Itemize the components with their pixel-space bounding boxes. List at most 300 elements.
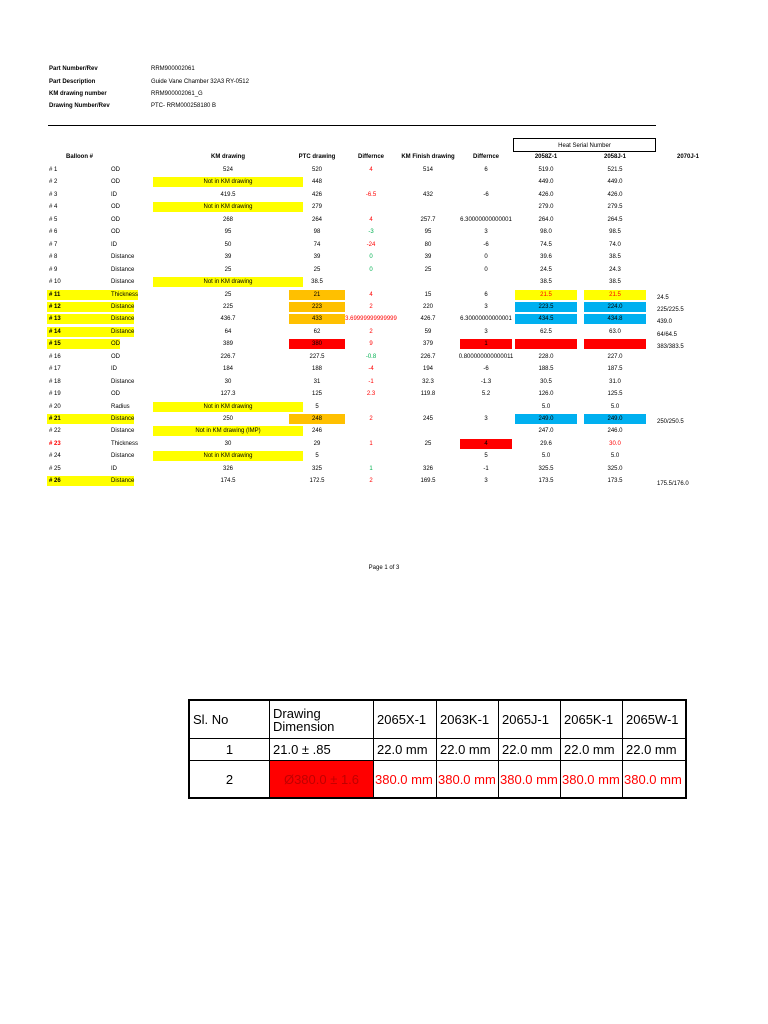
cell-feature: Thickness [111,291,139,298]
summary-r2-s1: 380.0 mm [374,761,437,797]
cell-serial-2: 380.0 [584,339,646,349]
cell-ptc-drawing: 98 [313,229,321,236]
cell-km-finish: 25 [424,266,432,273]
cell-difference-2: 5.2 [481,391,491,398]
cell-feature: Distance [111,254,135,261]
cell-difference-2: 3 [484,328,488,335]
cell-serial-1: 249.0 [515,414,577,424]
cell-ptc-drawing: 433 [289,314,345,324]
cell-serial-2: 173.5 [607,478,623,485]
cell-km-drawing: Not in KM drawing [153,451,303,461]
cell-balloon: # 3 [49,191,58,198]
cell-feature: Distance [111,316,135,323]
cell-ptc-drawing: 25 [313,266,321,273]
cell-feature: Distance [111,416,135,422]
cell-balloon: # 7 [49,241,58,248]
cell-km-finish: 169.5 [420,478,436,485]
cell-difference-2: 6.30000000000001 [460,316,512,323]
cell-ptc-drawing: 448 [311,179,322,186]
cell-ptc-drawing: 380 [289,339,345,349]
cell-feature: ID [111,241,117,248]
cell-feature: Thickness [111,440,139,447]
cell-feature: Radius [111,403,130,410]
summary-r2-s3: 380.0 mm [499,761,561,797]
cell-difference-1: 4 [369,216,373,223]
cell-balloon: # 24 [49,453,61,460]
part-description-value: Guide Vane Chamber 32A3 RY-0512 [151,79,249,85]
cell-balloon: # 20 [49,403,61,410]
km-drawing-number-value: RRM900002061_G [151,91,203,97]
cell-serial-2: 31.0 [609,378,621,385]
summary-header-s5: 2065W-1 [623,701,685,739]
cell-km-finish: 220 [422,303,433,310]
summary-r1-s4: 22.0 mm [561,739,623,761]
cell-serial-1: 38.5 [540,279,552,286]
summary-r1-s3: 22.0 mm [499,739,561,761]
cell-difference-2 [458,177,514,187]
cell-difference-1: 4 [369,291,373,298]
cell-difference-2: 0 [484,254,488,261]
cell-difference-2: 1 [460,339,512,349]
cell-km-drawing: 226.7 [220,353,236,360]
cell-feature: Distance [111,266,135,273]
cell-difference-2: 3 [484,229,488,236]
cell-serial-1: 247.0 [538,428,554,435]
cell-balloon: # 15 [47,339,113,349]
summary-r1-dimension: 21.0 ± .85 [270,739,374,761]
cell-difference-2 [458,426,514,436]
cell-difference-1 [343,202,399,212]
part-number-value: RRM900002061 [151,66,195,72]
cell-difference-2 [458,277,514,287]
cell-serial-1: 264.0 [538,216,554,223]
cell-difference-2: 3 [484,416,488,422]
cell-difference-2: 5 [484,453,488,460]
cell-km-finish [399,402,457,412]
cell-serial-3 [657,230,717,240]
cell-km-drawing: 95 [224,229,232,236]
cell-km-finish: 194 [422,366,433,373]
cell-km-drawing: 389 [222,341,233,348]
cell-balloon: # 8 [49,254,58,261]
cell-km-drawing: 326 [222,465,233,472]
page-label: Page 1 of 3 [368,565,400,571]
cell-serial-1: 380.5 [515,339,577,349]
cell-serial-3: 225/225.5 [657,306,684,313]
cell-serial-1: 325.5 [538,465,554,472]
cell-difference-2: 4 [460,439,512,449]
cell-serial-2: 21.5 [584,290,646,300]
cell-serial-2: 264.5 [607,216,623,223]
cell-km-drawing: 64 [224,328,232,335]
cell-difference-1: 3.69999999999999 [345,316,397,323]
cell-difference-2: -6 [483,366,489,373]
cell-serial-2: 98.5 [609,229,621,236]
cell-serial-2: 521.5 [607,167,623,173]
cell-km-finish: 25 [424,440,432,447]
cell-serial-1: 62.5 [540,328,552,335]
cell-serial-2: 279.5 [607,204,623,211]
cell-ptc-drawing: 426 [311,191,322,198]
cell-balloon: # 13 [47,314,113,324]
cell-km-drawing: 25 [224,291,232,298]
cell-difference-1: 1 [369,440,373,447]
cell-ptc-drawing: 38.5 [311,279,323,286]
cell-serial-3 [657,392,717,402]
cell-km-drawing: Not in KM drawing [153,202,303,212]
cell-km-finish: 432 [422,191,433,198]
cell-ptc-drawing: 264 [311,216,322,223]
cell-ptc-drawing: 223 [289,302,345,312]
cell-feature: ID [111,465,117,472]
cell-serial-1: 29.6 [540,440,552,447]
cell-km-drawing: 184 [222,366,233,373]
cell-ptc-drawing: 125 [311,391,322,398]
cell-km-finish: 119.8 [420,391,436,398]
summary-r2-dimension: Ø380.0 ± 1.6 [270,761,374,797]
cell-balloon: # 26 [47,476,113,486]
cell-ptc-drawing: 246 [311,428,322,435]
cell-serial-1: 188.5 [538,366,554,373]
cell-km-drawing: 250 [222,416,233,422]
summary-r1-slno: 1 [190,739,270,761]
cell-serial-3 [657,454,717,464]
cell-km-finish: 15 [424,291,432,298]
cell-serial-1: 173.5 [538,478,554,485]
cell-km-drawing: 30 [224,440,232,447]
cell-km-drawing: 436.7 [220,316,236,323]
cell-balloon: # 1 [49,167,58,173]
cell-feature: OD [111,353,120,360]
cell-balloon: # 19 [49,391,61,398]
summary-r1-s5: 22.0 mm [623,739,685,761]
cell-difference-2: 6.30000000000001 [460,216,512,223]
cell-difference-1: 2 [369,478,373,485]
cell-serial-2: 63.0 [609,328,621,335]
cell-balloon: # 9 [49,266,58,273]
summary-r2-s5: 380.0 mm [624,771,682,787]
cell-serial-3 [657,243,717,253]
cell-km-drawing: Not in KM drawing [153,277,303,287]
cell-difference-1: 9 [369,341,373,348]
cell-balloon: # 21 [47,414,113,424]
cell-difference-2: 3 [484,303,488,310]
cell-difference-1: -3 [368,229,374,236]
col-serial-3: 2070J-1 [676,154,700,160]
cell-serial-2: 187.5 [607,366,623,373]
km-drawing-number-label: KM drawing number [49,91,107,97]
cell-serial-1: 74.5 [540,241,552,248]
cell-ptc-drawing: 5 [315,403,319,410]
part-description-label: Part Description [49,79,96,85]
cell-difference-1 [343,177,399,187]
cell-difference-1: 4 [369,167,373,173]
cell-km-finish: 326 [422,465,433,472]
cell-serial-3 [657,442,717,452]
summary-table [188,699,687,799]
cell-serial-2: 24.3 [609,266,621,273]
cell-balloon: # 14 [47,327,113,337]
cell-serial-2: 434.8 [584,314,646,324]
cell-serial-1: 24.5 [540,266,552,273]
cell-serial-1: 426.0 [538,191,554,198]
summary-r2-slno: 2 [190,761,270,797]
cell-km-drawing: 50 [224,241,232,248]
cell-serial-2: 249.0 [584,414,646,424]
cell-serial-3 [657,268,717,278]
cell-km-finish: 379 [422,341,433,348]
cell-difference-1: 1 [369,465,373,472]
cell-balloon: # 10 [49,279,61,286]
cell-difference-2: 0 [484,266,488,273]
cell-difference-1: 0 [369,266,373,273]
cell-feature: OD [111,229,120,236]
cell-serial-2: 325.0 [607,465,623,472]
cell-km-finish [399,202,457,212]
cell-difference-1 [343,451,399,461]
cell-serial-3 [657,355,717,365]
cell-difference-1 [343,426,399,436]
cell-serial-3 [657,205,717,215]
cell-difference-1: -1 [368,378,374,385]
cell-balloon: # 6 [49,229,58,236]
cell-km-finish [399,177,457,187]
cell-serial-3 [657,429,717,439]
cell-ptc-drawing: 188 [311,366,322,373]
cell-feature: OD [111,391,120,398]
cell-difference-2: -1 [483,465,489,472]
drawing-number-label: Drawing Number/Rev [49,103,110,109]
cell-balloon: # 12 [47,302,113,312]
cell-ptc-drawing: 172.5 [309,478,325,485]
col-balloon: Balloon # [66,154,94,160]
cell-serial-1: 21.5 [515,290,577,300]
cell-serial-2: 246.0 [607,428,623,435]
cell-serial-2: 125.5 [607,391,623,398]
summary-header-dimension: Drawing Dimension [270,701,374,739]
cell-serial-2: 227.0 [607,353,623,360]
summary-header-s4: 2065K-1 [561,701,623,739]
cell-difference-2: 3 [484,478,488,485]
cell-feature: Distance [111,378,135,385]
cell-feature: Distance [111,453,135,460]
cell-balloon: # 22 [49,428,61,435]
cell-difference-1: -6.5 [365,191,377,198]
cell-serial-3 [657,218,717,228]
cell-serial-1: 39.6 [540,254,552,261]
cell-serial-2: 426.0 [607,191,623,198]
col-km-drawing: KM drawing [211,154,245,160]
cell-ptc-drawing: 29 [313,440,321,447]
cell-difference-2 [458,202,514,212]
cell-difference-1: 2 [369,303,373,310]
cell-km-finish: 80 [424,241,432,248]
cell-serial-3 [657,255,717,265]
cell-feature: Distance [111,303,135,310]
cell-km-drawing: Not in KM drawing [153,402,303,412]
cell-km-drawing: 268 [222,216,233,223]
col-serial-1: 2058Z-1 [534,154,558,160]
cell-balloon: # 11 [47,290,113,300]
drawing-number-value: PTC- RRM000258180 B [151,103,217,109]
cell-serial-1: 98.0 [540,229,552,236]
cell-serial-1: 5.0 [541,453,551,460]
cell-feature: OD [111,216,120,223]
cell-serial-3 [657,280,717,290]
cell-balloon: # 16 [49,353,61,360]
cell-difference-1: -0.8 [365,353,377,360]
cell-balloon: # 2 [49,179,58,186]
cell-serial-3: 64/64.5 [657,331,678,338]
cell-serial-3: 175.5/176.0 [657,481,689,488]
cell-km-finish: 245 [422,416,433,422]
col-ptc-drawing: PTC drawing [298,154,336,160]
cell-serial-2: 38.5 [609,254,621,261]
cell-serial-1: 434.5 [515,314,577,324]
cell-km-drawing: 419.5 [220,191,236,198]
cell-km-drawing: 174.5 [220,478,236,485]
cell-difference-1: -4 [368,366,374,373]
cell-km-drawing: 30 [224,378,232,385]
summary-header-s2: 2063K-1 [437,701,499,739]
cell-ptc-drawing: 31 [313,378,321,385]
cell-serial-1: 449.0 [538,179,554,186]
cell-km-drawing: Not in KM drawing [153,177,303,187]
cell-difference-2: -6 [483,191,489,198]
cell-km-drawing: Not in KM drawing (IMP) [153,426,303,436]
cell-ptc-drawing: 5 [315,453,319,460]
summary-header-s3: 2065J-1 [499,701,561,739]
cell-serial-2: 74.0 [609,241,621,248]
cell-serial-3: 383/383.5 [657,344,684,351]
col-difference-1: Differnce [357,154,384,160]
cell-ptc-drawing: 520 [311,167,322,173]
cell-km-drawing: 127.3 [220,391,236,398]
cell-km-finish: 226.7 [420,353,436,360]
cell-ptc-drawing: 325 [311,465,322,472]
cell-balloon: # 5 [49,216,58,223]
cell-difference-2: 0.800000000000011 [458,353,514,360]
cell-km-finish: 95 [424,229,432,236]
cell-feature: OD [111,179,120,186]
cell-serial-1: 228.0 [538,353,554,360]
cell-ptc-drawing: 279 [311,204,322,211]
col-serial-2: 2058J-1 [603,154,627,160]
cell-serial-3 [657,405,717,415]
cell-balloon: # 23 [49,440,61,447]
summary-header-s1: 2065X-1 [374,701,437,739]
cell-serial-1: 279.0 [538,204,554,211]
cell-difference-1 [343,277,399,287]
part-number-label: Part Number/Rev [49,66,98,72]
cell-serial-1: 30.5 [540,378,552,385]
cell-ptc-drawing: 62 [313,328,321,335]
cell-serial-3 [657,180,717,190]
cell-serial-2: 38.5 [609,279,621,286]
cell-feature: OD [111,204,120,211]
cell-ptc-drawing: 21 [289,290,345,300]
summary-r1-s2: 22.0 mm [437,739,499,761]
heat-serial-header: Heat Serial Number [513,138,656,152]
header-divider [48,125,656,126]
col-km-finish: KM Finish drawing [401,154,455,160]
cell-balloon: # 4 [49,204,58,211]
cell-serial-2: 449.0 [607,179,623,186]
cell-feature: OD [111,341,120,348]
cell-difference-2: 6 [484,291,488,298]
cell-km-finish: 32.3 [422,378,434,385]
cell-km-drawing: 524 [222,167,233,173]
cell-difference-2: -1.3 [480,378,492,385]
cell-feature: Distance [111,478,135,485]
cell-difference-1 [343,402,399,412]
cell-difference-2 [458,402,514,412]
cell-feature: Distance [111,328,135,335]
summary-header-slno: Sl. No [190,701,270,739]
cell-balloon: # 25 [49,465,61,472]
cell-balloon: # 18 [49,378,61,385]
cell-serial-3 [657,168,717,178]
cell-serial-2: 30.0 [609,440,621,447]
cell-km-finish [399,451,457,461]
cell-serial-2: 224.0 [584,302,646,312]
cell-serial-2: 5.0 [610,403,620,410]
cell-km-finish: 257.7 [420,216,436,223]
cell-ptc-drawing: 248 [289,414,345,424]
cell-serial-1: 519.0 [538,167,554,173]
cell-km-finish: 426.7 [420,316,436,323]
cell-km-finish [399,426,457,436]
cell-difference-1: 2.3 [366,391,376,398]
cell-balloon: # 17 [49,366,61,373]
cell-km-drawing: 39 [224,254,232,261]
cell-km-drawing: 25 [224,266,232,273]
cell-km-finish [399,277,457,287]
cell-ptc-drawing: 227.5 [309,353,325,360]
cell-serial-3 [657,380,717,390]
cell-serial-2: 5.0 [610,453,620,460]
cell-difference-1: 0 [369,254,373,261]
cell-feature: ID [111,366,117,373]
cell-difference-2: 6 [484,167,488,173]
cell-serial-3 [657,467,717,477]
cell-km-finish: 514 [422,167,433,173]
cell-ptc-drawing: 74 [313,241,321,248]
cell-difference-1: 2 [369,416,373,422]
cell-difference-1: -24 [366,241,376,248]
cell-serial-3: 24.5 [657,294,669,301]
col-difference-2: Differnce [472,154,499,160]
cell-feature: Distance [111,279,135,286]
cell-difference-2: -6 [483,241,489,248]
cell-feature: OD [111,167,120,173]
cell-feature: ID [111,191,117,198]
cell-km-drawing: 225 [222,303,233,310]
summary-r1-s1: 22.0 mm [374,739,437,761]
cell-serial-1: 126.0 [538,391,554,398]
cell-km-finish: 39 [424,254,432,261]
cell-serial-3: 250/250.5 [657,419,684,425]
cell-serial-3 [657,367,717,377]
summary-r2-s4: 380.0 mm [561,761,623,797]
summary-r2-s2: 380.0 mm [437,761,499,797]
cell-km-finish: 59 [424,328,432,335]
cell-serial-1: 5.0 [541,403,551,410]
cell-serial-1: 223.5 [515,302,577,312]
cell-difference-1: 2 [369,328,373,335]
cell-serial-3: 439.0 [657,319,673,326]
cell-ptc-drawing: 39 [313,254,321,261]
